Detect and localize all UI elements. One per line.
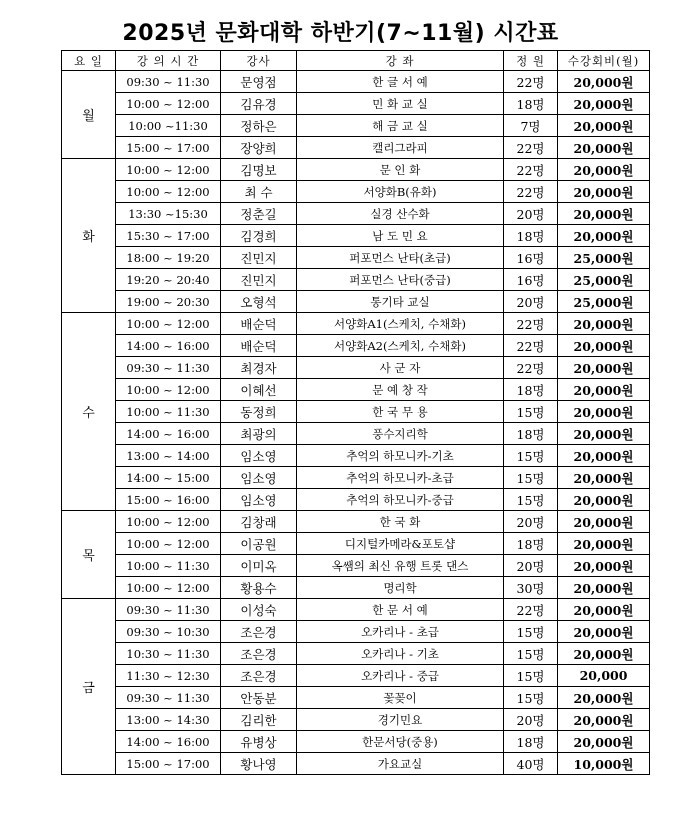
header-course: 강 좌 (297, 51, 504, 71)
fee-cell: 20,000원 (558, 115, 650, 137)
day-cell: 금 (62, 599, 116, 775)
instructor-cell: 조은경 (221, 665, 297, 687)
table-row (62, 291, 650, 313)
instructor-cell: 이혜선 (221, 379, 297, 401)
capacity-cell: 40명 (504, 753, 558, 775)
time-cell: 13:00 ~ 14:30 (116, 709, 221, 731)
fee-cell: 20,000원 (558, 577, 650, 599)
capacity-cell: 15명 (504, 687, 558, 709)
course-cell: 민 화 교 실 (297, 93, 504, 115)
fee-cell: 25,000원 (558, 269, 650, 291)
fee-cell: 20,000원 (558, 379, 650, 401)
capacity-cell: 22명 (504, 357, 558, 379)
day-cell: 수 (62, 313, 116, 511)
fee-cell: 20,000원 (558, 423, 650, 445)
time-cell: 11:30 ~ 12:30 (116, 665, 221, 687)
table-row (62, 225, 650, 247)
capacity-cell: 22명 (504, 313, 558, 335)
course-cell: 한문서당(중용) (297, 731, 504, 753)
capacity-cell: 20명 (504, 511, 558, 533)
capacity-cell: 18명 (504, 731, 558, 753)
capacity-cell: 22명 (504, 599, 558, 621)
fee-cell: 20,000원 (558, 313, 650, 335)
table-row (62, 313, 650, 335)
capacity-cell: 16명 (504, 269, 558, 291)
course-cell: 가요교실 (297, 753, 504, 775)
fee-cell: 20,000원 (558, 709, 650, 731)
time-cell: 10:00 ~ 11:30 (116, 555, 221, 577)
table-row (62, 423, 650, 445)
time-cell: 10:00 ~ 12:00 (116, 313, 221, 335)
instructor-cell: 황용수 (221, 577, 297, 599)
table-row (62, 621, 650, 643)
instructor-cell: 장양희 (221, 137, 297, 159)
instructor-cell: 정춘길 (221, 203, 297, 225)
instructor-cell: 배순덕 (221, 313, 297, 335)
course-cell: 남 도 민 요 (297, 225, 504, 247)
capacity-cell: 22명 (504, 159, 558, 181)
capacity-cell: 20명 (504, 203, 558, 225)
table-row (62, 555, 650, 577)
instructor-cell: 이미옥 (221, 555, 297, 577)
capacity-cell: 22명 (504, 71, 558, 93)
course-cell: 캘리그라피 (297, 137, 504, 159)
fee-cell: 20,000원 (558, 137, 650, 159)
table-row (62, 665, 650, 687)
capacity-cell: 22명 (504, 137, 558, 159)
fee-cell: 20,000 (558, 665, 650, 687)
course-cell: 추억의 하모니카-중급 (297, 489, 504, 511)
time-cell: 15:00 ~ 16:00 (116, 489, 221, 511)
course-cell: 디지털카메라&포토샵 (297, 533, 504, 555)
fee-cell: 20,000원 (558, 511, 650, 533)
course-cell: 문 예 창 작 (297, 379, 504, 401)
capacity-cell: 18명 (504, 423, 558, 445)
course-cell: 문 인 화 (297, 159, 504, 181)
instructor-cell: 조은경 (221, 643, 297, 665)
table-row (62, 643, 650, 665)
instructor-cell: 임소영 (221, 467, 297, 489)
course-cell: 옥쌤의 최신 유행 트롯 댄스 (297, 555, 504, 577)
header-row (62, 51, 650, 71)
time-cell: 09:30 ~ 10:30 (116, 621, 221, 643)
instructor-cell: 최경자 (221, 357, 297, 379)
table-row (62, 753, 650, 775)
fee-cell: 20,000원 (558, 357, 650, 379)
fee-cell: 20,000원 (558, 225, 650, 247)
time-cell: 10:00 ~ 12:00 (116, 577, 221, 599)
table-row (62, 93, 650, 115)
time-cell: 10:00 ~ 12:00 (116, 159, 221, 181)
instructor-cell: 유병상 (221, 731, 297, 753)
course-cell: 한 글 서 예 (297, 71, 504, 93)
table-row (62, 467, 650, 489)
instructor-cell: 오형석 (221, 291, 297, 313)
course-cell: 퍼포먼스 난타(중급) (297, 269, 504, 291)
time-cell: 19:00 ~ 20:30 (116, 291, 221, 313)
course-cell: 서양화B(유화) (297, 181, 504, 203)
table-row (62, 379, 650, 401)
table-row (62, 159, 650, 181)
time-cell: 09:30 ~ 11:30 (116, 599, 221, 621)
instructor-cell: 정하은 (221, 115, 297, 137)
course-cell: 한 국 무 용 (297, 401, 504, 423)
time-cell: 09:30 ~ 11:30 (116, 687, 221, 709)
day-cell: 화 (62, 159, 116, 313)
table-row (62, 687, 650, 709)
course-cell: 서양화A1(스케치, 수채화) (297, 313, 504, 335)
course-cell: 풍수지리학 (297, 423, 504, 445)
instructor-cell: 이성숙 (221, 599, 297, 621)
instructor-cell: 진민지 (221, 247, 297, 269)
time-cell: 13:30 ~15:30 (116, 203, 221, 225)
course-cell: 퍼포먼스 난타(초급) (297, 247, 504, 269)
fee-cell: 20,000원 (558, 159, 650, 181)
table-row (62, 269, 650, 291)
course-cell: 추억의 하모니카-초급 (297, 467, 504, 489)
time-cell: 10:00 ~ 12:00 (116, 379, 221, 401)
instructor-cell: 이공원 (221, 533, 297, 555)
time-cell: 10:00 ~11:30 (116, 115, 221, 137)
capacity-cell: 30명 (504, 577, 558, 599)
time-cell: 14:00 ~ 16:00 (116, 335, 221, 357)
capacity-cell: 18명 (504, 379, 558, 401)
course-cell: 추억의 하모니카-기초 (297, 445, 504, 467)
table-row (62, 599, 650, 621)
fee-cell: 20,000원 (558, 533, 650, 555)
capacity-cell: 20명 (504, 709, 558, 731)
course-cell: 해 금 교 실 (297, 115, 504, 137)
time-cell: 10:00 ~ 12:00 (116, 93, 221, 115)
time-cell: 10:30 ~ 11:30 (116, 643, 221, 665)
day-cell: 목 (62, 511, 116, 599)
capacity-cell: 18명 (504, 225, 558, 247)
fee-cell: 25,000원 (558, 291, 650, 313)
header-day: 요 일 (62, 51, 116, 71)
capacity-cell: 7명 (504, 115, 558, 137)
course-cell: 실경 산수화 (297, 203, 504, 225)
capacity-cell: 18명 (504, 533, 558, 555)
table-row (62, 203, 650, 225)
fee-cell: 20,000원 (558, 71, 650, 93)
fee-cell: 20,000원 (558, 555, 650, 577)
fee-cell: 20,000원 (558, 643, 650, 665)
course-cell: 명리학 (297, 577, 504, 599)
instructor-cell: 임소영 (221, 489, 297, 511)
fee-cell: 20,000원 (558, 621, 650, 643)
table-row (62, 511, 650, 533)
course-cell: 오카리나 - 중급 (297, 665, 504, 687)
time-cell: 19:20 ~ 20:40 (116, 269, 221, 291)
capacity-cell: 15명 (504, 621, 558, 643)
instructor-cell: 김창래 (221, 511, 297, 533)
instructor-cell: 김유경 (221, 93, 297, 115)
schedule-body (62, 71, 650, 775)
instructor-cell: 임소영 (221, 445, 297, 467)
time-cell: 15:00 ~ 17:00 (116, 137, 221, 159)
header-fee: 수강회비(월) (558, 51, 650, 71)
fee-cell: 20,000원 (558, 467, 650, 489)
table-row (62, 731, 650, 753)
time-cell: 13:00 ~ 14:00 (116, 445, 221, 467)
table-row (62, 71, 650, 93)
table-row (62, 115, 650, 137)
table-row (62, 357, 650, 379)
instructor-cell: 문영점 (221, 71, 297, 93)
fee-cell: 10,000원 (558, 753, 650, 775)
fee-cell: 20,000원 (558, 599, 650, 621)
capacity-cell: 18명 (504, 93, 558, 115)
header-capacity: 정 원 (504, 51, 558, 71)
capacity-cell: 20명 (504, 291, 558, 313)
course-cell: 한 문 서 예 (297, 599, 504, 621)
fee-cell: 20,000원 (558, 445, 650, 467)
capacity-cell: 20명 (504, 555, 558, 577)
table-row (62, 401, 650, 423)
fee-cell: 20,000원 (558, 401, 650, 423)
table-row (62, 533, 650, 555)
header-instructor: 강사 (221, 51, 297, 71)
header-time: 강 의 시 간 (116, 51, 221, 71)
fee-cell: 20,000원 (558, 181, 650, 203)
table-row (62, 709, 650, 731)
course-cell: 꽃꽂이 (297, 687, 504, 709)
table-row (62, 137, 650, 159)
time-cell: 09:30 ~ 11:30 (116, 357, 221, 379)
schedule-table (61, 50, 650, 775)
table-row (62, 577, 650, 599)
instructor-cell: 진민지 (221, 269, 297, 291)
capacity-cell: 15명 (504, 665, 558, 687)
fee-cell: 20,000원 (558, 489, 650, 511)
capacity-cell: 15명 (504, 467, 558, 489)
instructor-cell: 배순덕 (221, 335, 297, 357)
course-cell: 서양화A2(스케치, 수채화) (297, 335, 504, 357)
time-cell: 15:30 ~ 17:00 (116, 225, 221, 247)
capacity-cell: 16명 (504, 247, 558, 269)
capacity-cell: 22명 (504, 335, 558, 357)
capacity-cell: 15명 (504, 445, 558, 467)
time-cell: 10:00 ~ 12:00 (116, 533, 221, 555)
course-cell: 사 군 자 (297, 357, 504, 379)
course-cell: 한 국 화 (297, 511, 504, 533)
table-row (62, 489, 650, 511)
time-cell: 18:00 ~ 19:20 (116, 247, 221, 269)
fee-cell: 20,000원 (558, 93, 650, 115)
instructor-cell: 김리한 (221, 709, 297, 731)
course-cell: 오카리나 - 초급 (297, 621, 504, 643)
instructor-cell: 김경희 (221, 225, 297, 247)
instructor-cell: 조은경 (221, 621, 297, 643)
page-title: 2025년 문화대학 하반기(7~11월) 시간표 (122, 21, 559, 46)
instructor-cell: 최 수 (221, 181, 297, 203)
time-cell: 14:00 ~ 16:00 (116, 423, 221, 445)
time-cell: 14:00 ~ 15:00 (116, 467, 221, 489)
course-cell: 통기타 교실 (297, 291, 504, 313)
table-row (62, 181, 650, 203)
instructor-cell: 황나영 (221, 753, 297, 775)
time-cell: 14:00 ~ 16:00 (116, 731, 221, 753)
instructor-cell: 안동분 (221, 687, 297, 709)
time-cell: 10:00 ~ 12:00 (116, 181, 221, 203)
capacity-cell: 15명 (504, 489, 558, 511)
fee-cell: 20,000원 (558, 687, 650, 709)
fee-cell: 20,000원 (558, 731, 650, 753)
day-cell: 월 (62, 71, 116, 159)
instructor-cell: 김명보 (221, 159, 297, 181)
fee-cell: 20,000원 (558, 203, 650, 225)
instructor-cell: 동정희 (221, 401, 297, 423)
time-cell: 10:00 ~ 11:30 (116, 401, 221, 423)
table-row (62, 445, 650, 467)
instructor-cell: 최광의 (221, 423, 297, 445)
capacity-cell: 15명 (504, 643, 558, 665)
course-cell: 오카리나 - 기초 (297, 643, 504, 665)
time-cell: 09:30 ~ 11:30 (116, 71, 221, 93)
fee-cell: 20,000원 (558, 335, 650, 357)
table-row (62, 247, 650, 269)
time-cell: 15:00 ~ 17:00 (116, 753, 221, 775)
fee-cell: 25,000원 (558, 247, 650, 269)
capacity-cell: 15명 (504, 401, 558, 423)
capacity-cell: 22명 (504, 181, 558, 203)
table-row (62, 335, 650, 357)
course-cell: 경기민요 (297, 709, 504, 731)
time-cell: 10:00 ~ 12:00 (116, 511, 221, 533)
